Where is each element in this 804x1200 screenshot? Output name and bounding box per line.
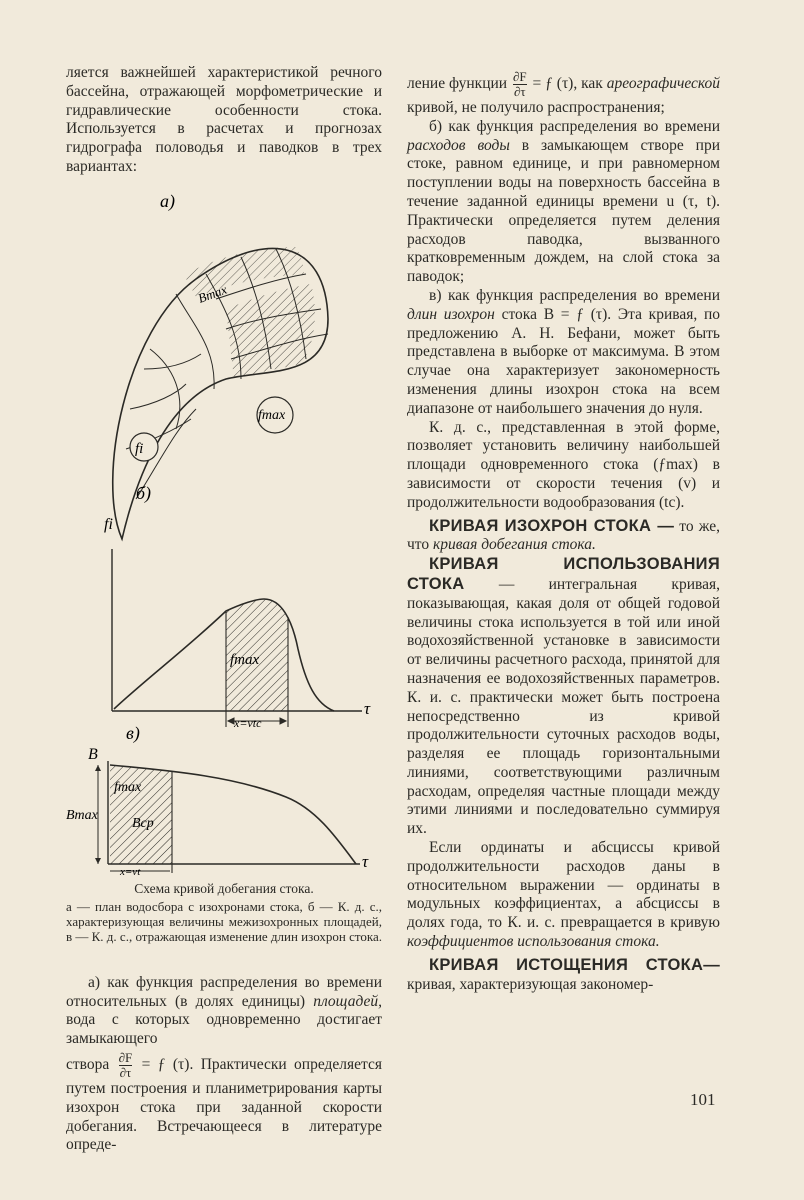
- paragraph-c: в) как функция распределения во времени длин изохрон стока B = ƒ (τ). Эта кривая, по предложению А. Н. Бефани, может быть представлена в выборке от максимума. В этом случае она характеризует закономерность изменения длины изохрон стока на всем диапазоне от наибольшего значения до нуля.: [407, 286, 721, 417]
- paragraph-usage-2: Если ординаты и абсциссы кривой продолжительности расходов даны в относительном выражении — ординаты в модульных коэффициентах, а абсциссы в долях года, то К. и. с. превращается в кривую коэффициентов использования стока.: [407, 839, 720, 951]
- paragraph-a2-end: Практически определяется путем построения и планиметрирования карты изохрон стока при заданной скорости добегания. Встречающееся в литературе опреде-: [66, 1056, 383, 1154]
- paragraph-b: б) как функция распределения во времени расходов воды в замыкающем створе при стоке, равном единице, и при равномерном поступлении воды на поверхность бассейна в течение заданной единицы времени u (τ, t). Практически определяется путем деления расходов паводка, вызванного кратковременным дождем, на слой стока за паводок;: [407, 117, 720, 286]
- label-xvtc: x=vtc: [234, 715, 262, 730]
- label-B: B: [88, 746, 98, 763]
- fraction-dF-dtau-r: $\frac{\partial F}{\partial\tau}$: [512, 69, 527, 99]
- function-notation-r: = ƒ (τ),: [532, 75, 578, 93]
- fig-c-label: в): [126, 722, 140, 743]
- label-bmax-a: Bmax: [195, 281, 229, 306]
- paragraph-a2-start: створа: [66, 1056, 110, 1074]
- term-usage-curve: КРИВАЯ ИСПОЛЬЗОВАНИЯ СТОКА: [407, 555, 720, 593]
- label-fmax-c: fmax: [114, 779, 142, 795]
- chart-b: [112, 549, 362, 727]
- right-column: [407, 70, 720, 994]
- label-fi: fi: [135, 440, 144, 457]
- paragraph-r1-start: ление функции: [407, 75, 508, 93]
- label-fmax-b: fmax: [230, 651, 260, 668]
- paragraph-r1-end: кривой, не получило распространения;: [407, 99, 665, 116]
- page-number: 101: [690, 1090, 716, 1109]
- intro-paragraph: ляется важнейшей характеристикой речного бассейна, отражающей морфометрические и гидравлические особенности стока. Используется в расчетах и прогнозах гидрографа половодья и паводков в трех вариантах:: [66, 64, 382, 175]
- paragraph-r1: [407, 70, 720, 118]
- paragraph-r1-kak: как: [581, 75, 603, 93]
- entry-isochrone-curve: КРИВАЯ ИЗОХРОН СТОКА — то же, что кривая добегания стока.: [407, 516, 720, 554]
- label-tau-c: τ: [362, 851, 369, 871]
- figure-caption-title: Схема кривой добегания стока.: [134, 880, 314, 896]
- figure-caption: а — план водосбора с изохронами стока, б — К. д. с., характеризующая величины межизохронных площадей, в — К. д. с., отражающая изменение длин изохрон стока.: [66, 898, 383, 944]
- term-depletion-curve: КРИВАЯ ИСТОЩЕНИЯ СТОКА—: [429, 955, 720, 974]
- entry-depletion-curve: КРИВАЯ ИСТОЩЕНИЯ СТОКА— кривая, характеризующая закономер-: [407, 955, 720, 993]
- function-notation: = ƒ (τ).: [141, 1056, 194, 1074]
- label-fi-axis: fi: [104, 515, 113, 533]
- paragraph-a: [66, 974, 382, 1049]
- fig-a-label: а): [160, 190, 175, 211]
- paragraph-a-end: вода с которых одновременно достигает замыкающего: [66, 1011, 382, 1048]
- term-isochrone-curve: КРИВАЯ ИЗОХРОН СТОКА —: [429, 516, 675, 535]
- left-column: [66, 64, 382, 1155]
- entry-usage-curve: КРИВАЯ ИСПОЛЬЗОВАНИЯ СТОКА — интегральная кривая, показывающая, какая доля от общей годовой величины стока используется в той или иной водохозяйственной установке в зависимости от величины расчетного расхода, принятой для назначения ее водохозяйственных параметров. К. и. с. практически может быть построена непосредственно из кривой продолжительности суточных расходов воды, разделяя ее площадь горизонтальными линиями, соответствующими различным расходам, определяя частные площади между этими линиями и последовательно суммируя их.: [407, 555, 720, 838]
- paragraph-a2: [66, 1051, 382, 1155]
- paragraph-a-italic: площадей,: [313, 992, 383, 1010]
- label-tau-b: τ: [364, 698, 371, 718]
- label-fmax-a: fmax: [258, 407, 286, 423]
- label-bcp: Bcp: [132, 815, 154, 831]
- paragraph-r1-italic: ареографической: [606, 75, 721, 93]
- paragraph-a-start: а) как функция распределения во времени относительных (в долях единицы): [66, 973, 382, 1010]
- label-bmax-c: Bmax: [66, 807, 98, 823]
- fraction-dF-dtau: $\frac{\partial F}{\partial\tau}$: [118, 1049, 133, 1080]
- paragraph-kds: К. д. с., представленная в этой форме, позволяет установить величину наибольшей площади одновременного стока (ƒmax) в зависимости от скорости течения (v) и продолжительности водообразования (tc).: [407, 418, 720, 511]
- fig-b-label: б): [136, 482, 152, 503]
- figure-c-chart: [66, 747, 382, 877]
- figure-isochrone-scheme: [66, 179, 382, 799]
- label-xvt: x=vt: [120, 865, 141, 877]
